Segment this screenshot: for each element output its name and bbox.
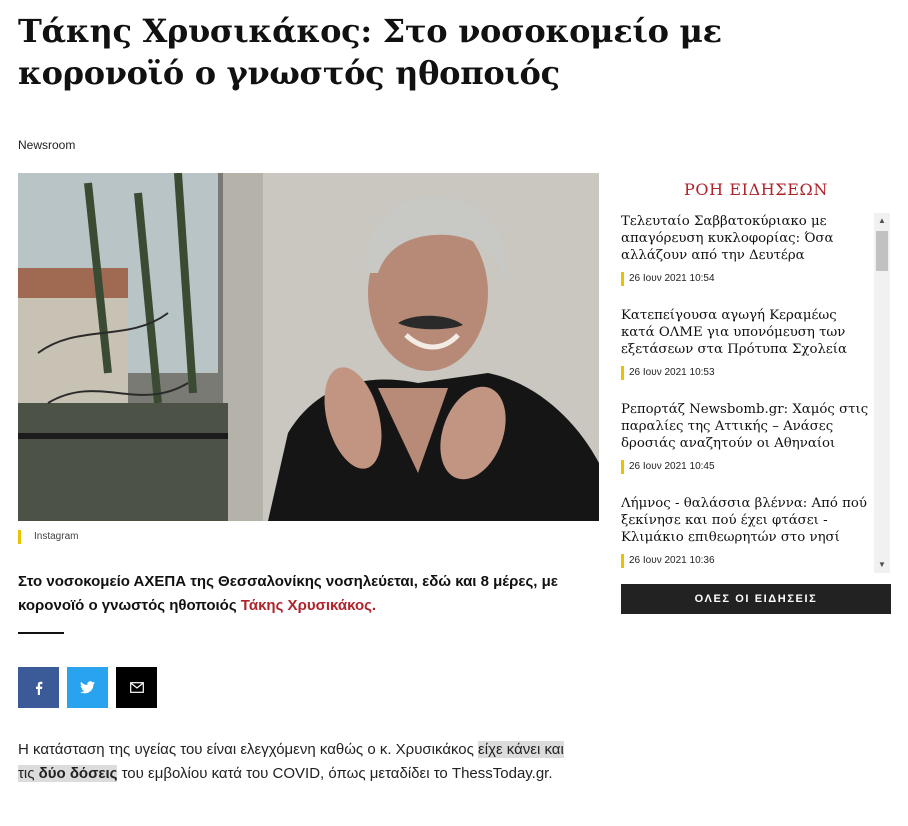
news-item-time: 26 Ιουν 2021 10:45: [621, 460, 871, 474]
scroll-up-icon[interactable]: ▲: [878, 216, 886, 225]
highlighted-bold-text: δύο δόσεις: [38, 765, 118, 782]
lead-person-link[interactable]: Τάκης Χρυσικάκος.: [240, 597, 377, 614]
body-text-part: Η κατάσταση της υγείας του είναι ελεγχόμενη καθώς ο κ. Χρυσικάκος: [18, 741, 479, 758]
article-author[interactable]: Newsroom: [18, 138, 76, 152]
news-item-title[interactable]: Λήμνος - θαλάσσια βλέννα: Από πού ξεκίνησε και πού έχει φτάσει - Κλιμάκιο επιθεωρητών στο νησί: [621, 496, 867, 545]
email-icon: [130, 682, 144, 693]
facebook-icon: [32, 681, 46, 695]
all-news-button[interactable]: ΟΛΕΣ ΟΙ ΕΙΔΗΣΕΙΣ: [621, 584, 891, 614]
news-item[interactable]: [621, 307, 871, 401]
news-item[interactable]: [621, 213, 871, 307]
article-hero-image: [18, 173, 599, 521]
article-title: Τάκης Χρυσικάκος: Στο νοσοκομείο με κορονοϊό ο γνωστός ηθοποιός: [18, 12, 722, 92]
news-item-title[interactable]: Ρεπορτάζ Newsbomb.gr: Χαμός στις παραλίες της Αττικής – Ανάσες δροσιάς αναζητούν οι Αθηναίοι: [621, 402, 869, 451]
news-stream[interactable]: [621, 213, 891, 573]
news-item-title[interactable]: Κατεπείγουσα αγωγή Κεραμέως κατά ΟΛΜΕ για υπονόμευση των εξετάσεων στα Πρότυπα Σχολεία: [621, 308, 847, 357]
news-item-time: 26 Ιουν 2021 10:36: [621, 554, 871, 568]
news-item[interactable]: [621, 495, 871, 573]
news-item[interactable]: [621, 401, 871, 495]
lead-separator: [18, 632, 64, 634]
news-item-time: 26 Ιουν 2021 10:54: [621, 272, 871, 286]
image-caption: Instagram: [18, 530, 78, 544]
news-stream-list: [621, 213, 871, 573]
scrollbar-thumb[interactable]: [876, 231, 888, 271]
article-body-paragraph: [18, 738, 578, 786]
lead-text: Στο νοσοκομείο ΑΧΕΠΑ της Θεσσαλονίκης νοσηλεύεται, εδώ και 8 μέρες, με κορονοϊό ο γνωστός ηθοποιός: [18, 573, 558, 614]
share-email-button[interactable]: [116, 667, 157, 708]
scroll-down-icon[interactable]: ▼: [878, 560, 886, 569]
share-facebook-button[interactable]: [18, 667, 59, 708]
news-stream-title: ΡΟΗ ΕΙΔΗΣΕΩΝ: [684, 180, 828, 199]
news-item-time: 26 Ιουν 2021 10:53: [621, 366, 871, 380]
body-text-part: του εμβολίου κατά του COVID, όπως μεταδίδει το ThessToday.gr.: [117, 765, 553, 782]
share-twitter-button[interactable]: [67, 667, 108, 708]
news-item-title[interactable]: Τελευταίο Σαββατοκύριακο με απαγόρευση κυκλοφορίας: Όσα αλλάζουν από την Δευτέρα: [621, 214, 834, 263]
article-lead: [18, 570, 578, 618]
twitter-icon: [80, 681, 95, 694]
news-stream-scrollbar[interactable]: [874, 213, 890, 573]
highlighted-text-part: είχε κάνει και τις: [18, 741, 564, 782]
